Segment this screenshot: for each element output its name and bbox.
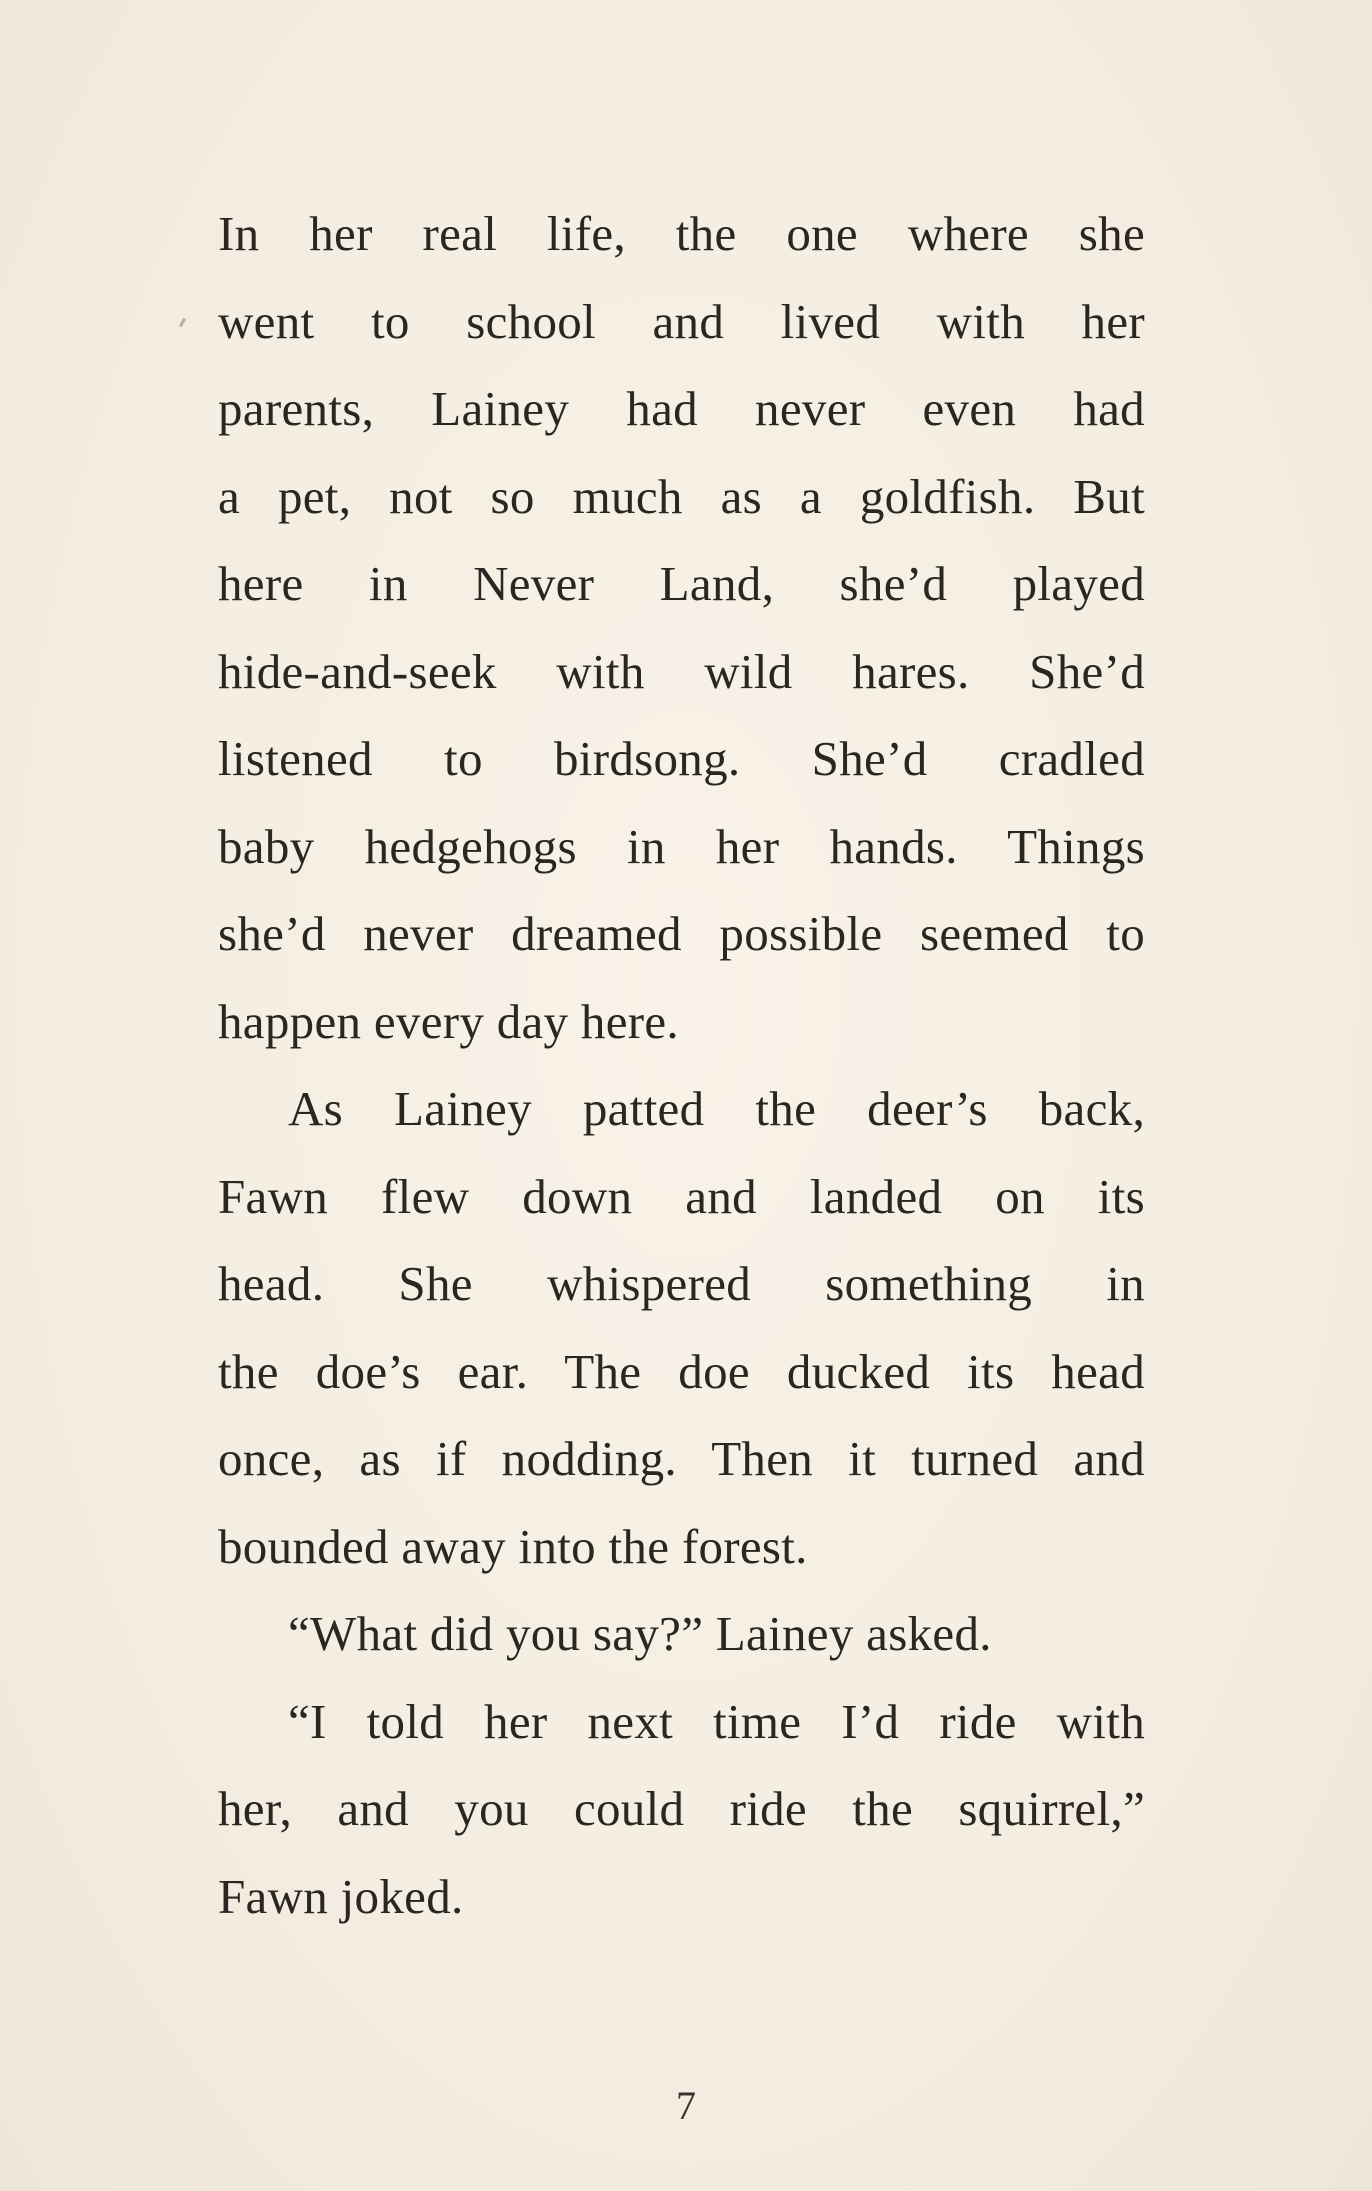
text-line: went to school and lived with her bbox=[218, 293, 1145, 349]
text-line: As Lainey patted the deer’s back, bbox=[288, 1081, 1145, 1136]
text-line: “I told her next time I’d ride with bbox=[288, 1693, 1145, 1749]
text-line: listened to birdsong. She’d cradled bbox=[218, 731, 1145, 786]
text-line: Fawn joked. bbox=[218, 1868, 464, 1924]
text-line: In her real life, the one where she bbox=[218, 206, 1145, 261]
paragraph-4 bbox=[218, 1678, 1145, 1941]
text-line: “What did you say?” Lainey asked. bbox=[288, 1606, 992, 1661]
text-line: bounded away into the forest. bbox=[218, 1518, 808, 1574]
text-line: parents, Lainey had never even had bbox=[218, 381, 1145, 436]
paragraph-2 bbox=[218, 1065, 1145, 1590]
text-line: hide-and-seek with wild hares. She’d bbox=[218, 643, 1145, 699]
text-line: head. She whispered something in bbox=[218, 1256, 1145, 1311]
text-line: once, as if nodding. Then it turned and bbox=[218, 1431, 1145, 1486]
text-line: a pet, not so much as a goldfish. But bbox=[218, 468, 1145, 524]
paragraph-3 bbox=[218, 1590, 1145, 1678]
text-line: happen every day here. bbox=[218, 993, 679, 1049]
text-line: Fawn flew down and landed on its bbox=[218, 1168, 1145, 1224]
paper-speck bbox=[179, 318, 186, 327]
body-text bbox=[218, 190, 1145, 1940]
text-line: baby hedgehogs in her hands. Things bbox=[218, 818, 1145, 874]
text-line: here in Never Land, she’d played bbox=[218, 556, 1145, 611]
text-line: the doe’s ear. The doe ducked its head bbox=[218, 1343, 1145, 1399]
paragraph-1 bbox=[218, 190, 1145, 1065]
page-number: 7 bbox=[676, 2083, 696, 2128]
text-line: her, and you could ride the squirrel,” bbox=[218, 1781, 1145, 1836]
text-line: she’d never dreamed possible seemed to bbox=[218, 906, 1145, 961]
